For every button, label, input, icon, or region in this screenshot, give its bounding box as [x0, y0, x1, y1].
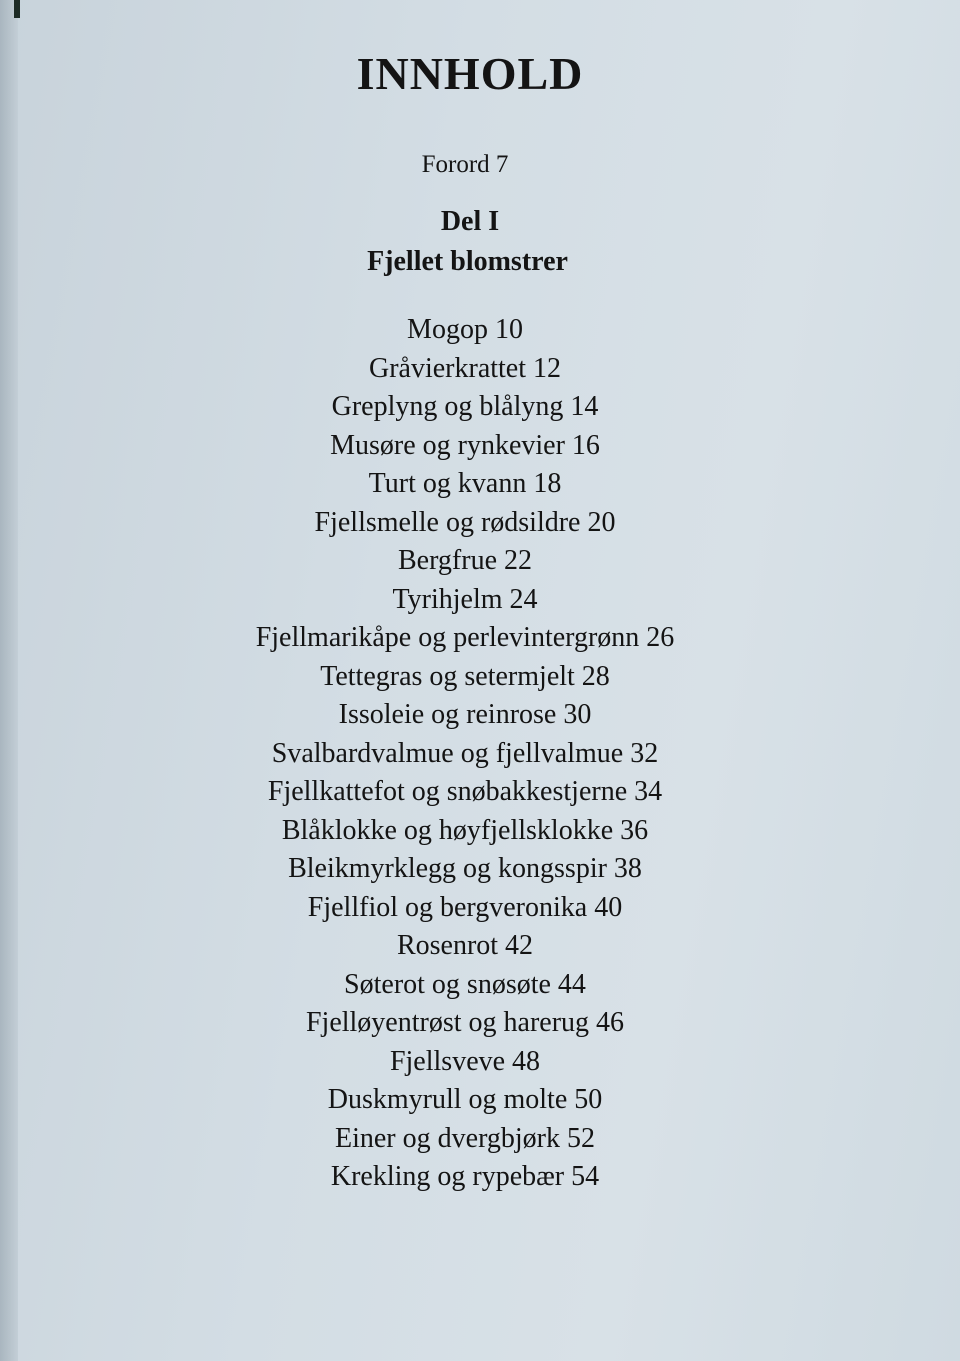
toc-entry: Turt og kvann 18 [368, 468, 562, 499]
toc-entry: Fjellsmelle og rødsildre 20 [314, 506, 616, 538]
toc-part-title: Fjellet blomstrer [367, 246, 568, 277]
toc-entry: Søterot og snøsøte 44 [344, 968, 586, 1000]
toc-title: INNHOLD [356, 48, 584, 99]
toc-entry-list [0, 311, 930, 1197]
toc-entry: Krekling og rypebær 54 [330, 1161, 600, 1192]
toc-entry: Tettegras og setermjelt 28 [320, 660, 610, 692]
toc-entry: Duskmyrull og molte 50 [327, 1084, 603, 1115]
toc-entry: Svalbardvalmue og fjellvalmue 32 [271, 737, 659, 769]
toc-entry: Issoleie og reinrose 30 [338, 699, 592, 730]
toc-entry: Bergfrue 22 [398, 545, 532, 576]
toc-entry: Gråvierkrattet 12 [368, 352, 562, 384]
toc-part-number: Del I [440, 206, 500, 237]
toc-entry: Fjelløyentrøst og harerug 46 [305, 1007, 625, 1038]
toc-entry: Bleikmyrklegg og kongsspir 38 [288, 853, 642, 884]
toc-entry: Blåklokke og høyfjellsklokke 36 [281, 814, 649, 846]
toc-entry: Mogop 10 [407, 314, 523, 345]
cover-edge [14, 0, 20, 18]
toc-preface-entry: Forord 7 [421, 151, 509, 178]
toc-entry: Greplyng og blålyng 14 [331, 391, 599, 422]
toc-entry: Rosenrot 42 [396, 930, 534, 961]
toc-entry: Tyrihjelm 24 [392, 583, 538, 615]
toc-entry: Musøre og rynkevier 16 [330, 429, 600, 461]
toc-entry: Fjellkattefot og snøbakkestjerne 34 [267, 776, 663, 807]
toc-entry: Fjellmarikåpe og perlevintergrønn 26 [255, 622, 675, 653]
toc-entry: Fjellfiol og bergveronika 40 [307, 891, 623, 923]
toc-entry: Fjellsveve 48 [389, 1045, 541, 1077]
toc-entry: Einer og dvergbjørk 52 [335, 1122, 595, 1154]
